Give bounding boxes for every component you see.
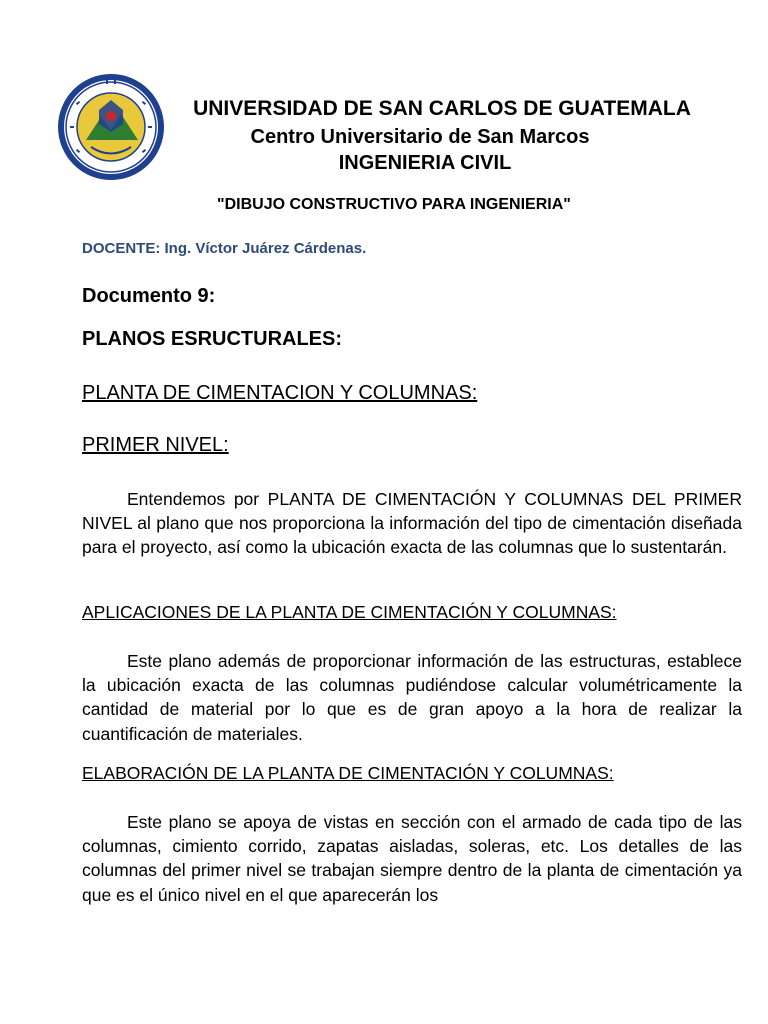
level-heading: PRIMER NIVEL: — [82, 434, 229, 456]
subtitle-heading: PLANTA DE CIMENTACION Y COLUMNAS: — [82, 382, 478, 404]
course-title: "DIBUJO CONSTRUCTIVO PARA INGENIERIA" — [217, 196, 571, 213]
university-name: UNIVERSIDAD DE SAN CARLOS DE GUATEMALA — [193, 97, 691, 120]
document-number: Documento 9: — [82, 285, 216, 307]
center-name: Centro Universitario de San Marcos — [250, 126, 590, 148]
teacher-line: DOCENTE: Ing. Víctor Juárez Cárdenas. — [82, 240, 367, 257]
applications-heading: APLICACIONES DE LA PLANTA DE CIMENTACIÓN Y COLUMNAS: — [82, 602, 617, 622]
document-title: PLANOS ESRUCTURALES: — [82, 328, 343, 350]
intro-paragraph: Entendemos por PLANTA DE CIMENTACIÓN Y COLUMNAS DEL PRIMER NIVEL al plano que nos proporciona la información del tipo de cimentación diseñada para el proyecto, así como la ubicación exacta de las columnas que lo sustentarán. — [82, 489, 742, 558]
applications-paragraph: Este plano además de proporcionar información de las estructuras, establece la ubicación exacta de las columnas pudiéndose calcular volumétricamente la cantidad de material por lo que es de gran apoyo a la hora de realizar la cuantificación de materiales. — [82, 651, 742, 744]
elaboration-paragraph: Este plano se apoya de vistas en sección con el armado de cada tipo de las columnas, cimiento corrido, zapatas aisladas, soleras, etc. Los detalles de las columnas del primer nivel se trabajan siempre dentro de la planta de cimentación ya que es el único nivel en el que aparecerán los — [82, 812, 742, 905]
elaboration-heading: ELABORACIÓN DE LA PLANTA DE CIMENTACIÓN Y COLUMNAS: — [82, 763, 614, 783]
faculty-name: INGENIERIA CIVIL — [338, 152, 512, 174]
